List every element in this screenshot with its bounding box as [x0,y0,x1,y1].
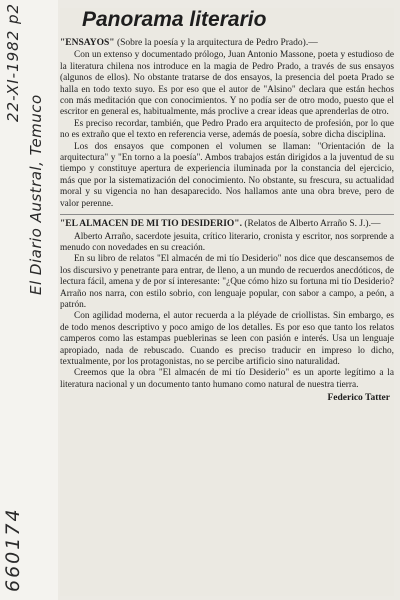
review-heading-almacen [60,219,394,230]
clipping-margin [0,0,58,600]
section-divider [60,214,394,215]
review-subtitle: (Sobre la poesía y la arquitectura de Pedro Prado).— [114,38,318,48]
paragraph: Es preciso recordar, también, que Pedro Prado era arquitecto de profesión, por lo que no es extraño que el texto en referencia verse, además de poesía, sobre dicha disciplina. [60,118,394,141]
paragraph: Con agilidad moderna, el autor recuerda a la pléyade de criollistas. Sin embargo, es de todo menos descriptivo y poco amigo de los detalles. Es por eso que tanto los relatos camperos como las estampas pueblerinas se leen con pasión e interés. Usa un lenguaje apropiado, nada de rebuscado. Cuando es preciso traducir en impreso lo dicho, textualmente, por los protagonistas, no se percibe artificio sino naturalidad. [60,311,394,367]
paragraph: Creemos que la obra "El almacén de mi tío Desiderio" es un aporte legítimo a la literatura nacional y un documento tanto humano como natural de nuestra tierra. [60,368,394,390]
review-subtitle: (Relatos de Alberto Arraño S. J.).— [241,219,381,230]
handwritten-source: El Diario Austral, Temuco [27,94,45,295]
paragraph: Los dos ensayos que componen el volumen se llaman: "Orientación de la arquitectura" y "En torno a la poesía". Ambos trabajos están dirigidos a la juventud de su tiempo y constituye apertura de experiencia iluminada por la constancia del ejercicio, más que por la sistematización del conocimiento. No obstante, su frescura, su actualidad moral y su vigencia no han desaparecido. Nos hallamos ante una obra breve, pero de valor perenne. [60,141,394,209]
handwritten-date: 22-XI-1982 p2 [4,2,22,122]
author-signature: Federico Tatter [327,393,390,404]
review-title: "ENSAYOS" [60,38,115,48]
paragraph: Con un extenso y documentado prólogo, Juan Antonio Massone, poeta y estudioso de la literatura chilena nos introduce en la magia de Pedro Prado, a través de sus ensayos (algunos de ellos). No obstante tratarse de dos ensayos, la presencia del poeta Prado se halla en todo texto suyo. Es por eso que el autor de "Alsino" declara que están hechos con más meditación que con conocimientos. Y no podía ser de otro modo, puesto que el escritor en general es, habitualmente, más proclive a crear ideas que aprenderlas de otro. [60,50,394,118]
newspaper-clipping [60,8,394,596]
review-heading-ensayos [60,38,394,49]
paragraph: En su libro de relatos "El almacén de mi tío Desiderio" nos dice que descansemos de los discursivo y penetrante para entrar, de lleno, a un mundo de recuerdos anecdóticos, de lectura fácil, amena y de por sí interesante: "¿Que cómo hizo su fortuna mi tío Desiderio? Arraño nos narra, con estilo sobrio, con lenguaje popular, con sabor a campo, a peón, a patrón. [60,254,394,310]
handwritten-catalog-number: 660174 [2,507,24,592]
paragraph: Alberto Arraño, sacerdote jesuita, crítico literario, cronista y escritor, nos sorprende a menudo con novedades en su creación. [60,231,394,253]
column-heading: Panorama literario [82,8,267,31]
review-title: "EL ALMACEN DE MI TIO DESIDERIO". [60,219,242,230]
